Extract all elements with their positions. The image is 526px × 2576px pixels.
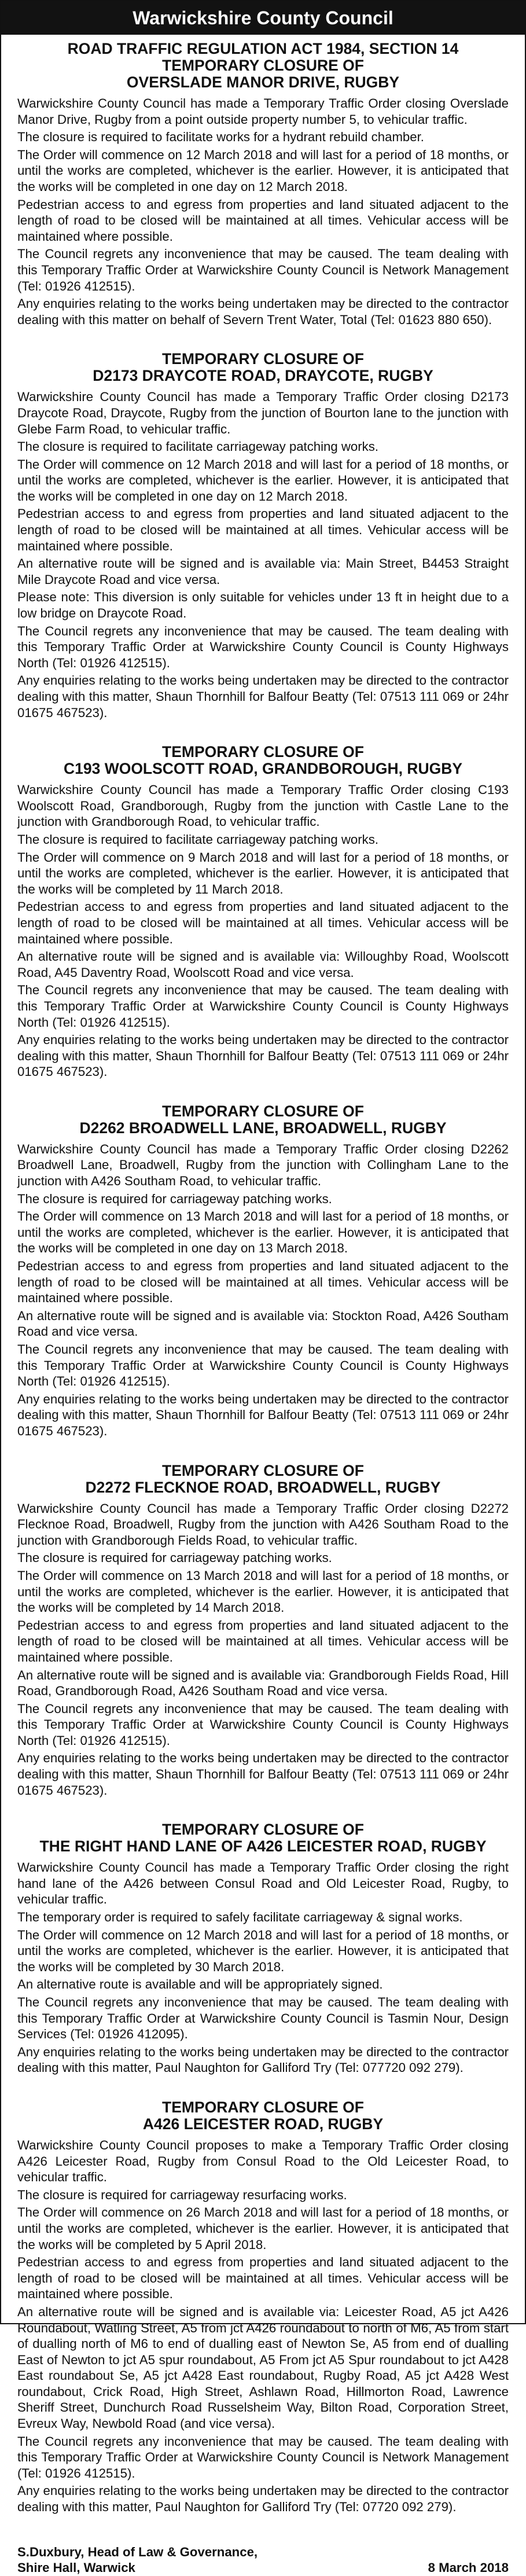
- council-banner: [1, 1, 525, 35]
- notice-section: [17, 351, 509, 721]
- notice-heading: [17, 2099, 509, 2133]
- notice-paragraph: An alternative route will be signed and is available via: Main Street, B4453 Straight Mile Draycote Road and vice versa.: [17, 556, 509, 587]
- notice-paragraph: The Order will commence on 12 March 2018 and will last for a period of 18 months, or until the works are completed, whichever is the earlier. However, it is anticipated that the works will be completed in one day on 12 March 2018.: [17, 147, 509, 194]
- notice-paragraph: The closure is required to facilitate carriageway patching works.: [17, 832, 379, 847]
- banner-title: Warwickshire County Council: [133, 8, 393, 28]
- notice-heading-line: TEMPORARY CLOSURE OF: [162, 743, 364, 761]
- notice-heading-line: C193 WOOLSCOTT ROAD, GRANDBOROUGH, RUGBY: [63, 760, 463, 778]
- notice-paragraph: An alternative route will be signed and is available via: Stockton Road, A426 Southam Road and vice versa.: [17, 1308, 509, 1339]
- notice-heading-line: TEMPORARY CLOSURE OF: [162, 350, 364, 368]
- notice-paragraph: Any enquiries relating to the works being undertaken may be directed to the contractor dealing with this matter, Shaun Thornhill for Balfour Beatty (Tel: 07513 111 069 or 24hr 01675 467523).: [17, 1751, 509, 1798]
- notice-paragraph: Pedestrian access to and egress from properties and land situated adjacent to the length of road to be closed will be maintained at all times. Vehicular access will be maintained where possible.: [17, 506, 509, 553]
- notice-paragraph: Warwickshire County Council has made a Temporary Traffic Order closing D2173 Draycote Road, Draycote, Rugby from the junction of Bourton lane to the junction with Glebe Farm Road, to vehicular traffic.: [17, 389, 509, 436]
- notice-paragraph: Any enquiries relating to the works being undertaken may be directed to the contractor dealing with this matter on behalf of Severn Trent Water, Total (Tel: 01623 880 650).: [17, 296, 509, 327]
- notice-date: 8 March 2018: [428, 2560, 509, 2575]
- notice-heading-line: TEMPORARY CLOSURE OF: [162, 1102, 364, 1120]
- notice-paragraph: The temporary order is required to safely facilitate carriageway & signal works.: [17, 1910, 463, 1925]
- notice-paragraph: The Council regrets any inconvenience that may be caused. The team dealing with this Temporary Traffic Order at Warwickshire County Council is Tasmin Nour, Design Services (Tel: 01926 412095).: [17, 1995, 509, 2042]
- notice-paragraph: Pedestrian access to and egress from properties and land situated adjacent to the length of road to be closed will be maintained at all times. Vehicular access will be maintained where possible.: [17, 2255, 509, 2302]
- notice-section: [17, 1821, 509, 2076]
- notice-paragraph: The Order will commence on 12 March 2018 and will last for a period of 18 months, or until the works are completed, whichever is the earlier. However, it is anticipated that the works will be completed by 30 March 2018.: [17, 1927, 509, 1974]
- notice-paragraph: The Order will commence on 12 March 2018 and will last for a period of 18 months, or until the works are completed, whichever is the earlier. However, it is anticipated that the works will be completed in one day on 12 March 2018.: [17, 457, 509, 504]
- notice-paragraph: The closure is required for carriageway patching works.: [17, 1191, 332, 1206]
- notice-paragraph: Pedestrian access to and egress from properties and land situated adjacent to the length of road to be closed will be maintained at all times. Vehicular access will be maintained where possible.: [17, 1618, 509, 1664]
- notice-heading-line: TEMPORARY CLOSURE OF: [162, 1821, 364, 1839]
- notice-section: [17, 2099, 509, 2515]
- notice-paragraph: The Council regrets any inconvenience that may be caused. The team dealing with this Temporary Traffic Order at Warwickshire County Council is Network Management (Tel: 01926 412515).: [17, 2434, 509, 2481]
- notice-paragraph: Any enquiries relating to the works being undertaken may be directed to the contractor dealing with this matter, Shaun Thornhill for Balfour Beatty (Tel: 07513 111 069 or 24hr 01675 467523).: [17, 1391, 509, 1438]
- notice-paragraph: Warwickshire County Council has made a Temporary Traffic Order closing D2272 Flecknoe Road, Broadwell, Rugby from the junction with A426 Southam Road to the junction with Grandborough Fields Road, to vehicular traffic.: [17, 1501, 509, 1548]
- notice-heading: [17, 351, 509, 384]
- signatory: S.Duxbury, Head of Law & Governance,: [17, 2544, 258, 2559]
- notice-paragraph: The Order will commence on 13 March 2018 and will last for a period of 18 months, or until the works are completed, whichever is the earlier. However, it is anticipated that the works will be completed in one day on 13 March 2018.: [17, 1209, 509, 1256]
- notice-paragraph: The Council regrets any inconvenience that may be caused. The team dealing with this Temporary Traffic Order at Warwickshire County Council is Network Management (Tel: 01926 412515).: [17, 247, 509, 293]
- notice-heading-line: A426 LEICESTER ROAD, RUGBY: [142, 2115, 384, 2133]
- notice-paragraph: Any enquiries relating to the works being undertaken may be directed to the contractor dealing with this matter, Shaun Thornhill for Balfour Beatty (Tel: 07513 111 069 or 24hr 01675 467523).: [17, 1032, 509, 1079]
- notice-paragraph: The Council regrets any inconvenience that may be caused. The team dealing with this Temporary Traffic Order at Warwickshire County Council is County Highways North (Tel: 01926 412515).: [17, 1701, 509, 1748]
- notices-container: [1, 35, 525, 2515]
- notice-paragraph: The closure is required for carriageway patching works.: [17, 1550, 332, 1566]
- notice-heading-line: TEMPORARY CLOSURE OF: [162, 1461, 364, 1479]
- footer-row: [17, 2560, 509, 2576]
- notice-footer: [1, 2538, 525, 2576]
- notice-paragraph: The closure is required for carriageway resurfacing works.: [17, 2187, 347, 2202]
- notice-paragraph: Warwickshire County Council has made a Temporary Traffic Order closing C193 Woolscott Road, Grandborough, Rugby from the junction with Castle Lane to the junction with Grandborough Road, to vehicular traffic.: [17, 782, 509, 829]
- notice-paragraph: Warwickshire County Council has made a Temporary Traffic Order closing D2262 Broadwell Lane, Broadwell, Rugby from the junction with Collingham Lane to the junction with A426 Southam Road, to vehicular traffic.: [17, 1141, 509, 1189]
- notice-section: [17, 1103, 509, 1439]
- notice-paragraph: Any enquiries relating to the works being undertaken may be directed to the contractor dealing with this matter, Paul Naughton for Galliford Try (Tel: 077720 092 279).: [17, 2044, 509, 2075]
- notice-paragraph: Please note: This diversion is only suitable for vehicles under 13 ft in height due to a low bridge on Draycote Road.: [17, 590, 509, 621]
- notice-paragraph: An alternative route is available and will be appropriately signed.: [17, 1977, 383, 1992]
- notice-section: [17, 744, 509, 1080]
- notice-paragraph: Warwickshire County Council proposes to make a Temporary Traffic Order closing A426 Leicester Road, Rugby from Consul Road to the Old Leicester Road, to vehicular traffic.: [17, 2137, 509, 2185]
- notice-paragraph: Pedestrian access to and egress from properties and land situated adjacent to the length of road to be closed will be maintained at all times. Vehicular access will be maintained where possible.: [17, 899, 509, 946]
- notice-paragraph: Any enquiries relating to the works being undertaken may be directed to the contractor dealing with this matter, Paul Naughton for Galliford Try (Tel: 07720 092 279).: [17, 2483, 509, 2515]
- address: Shire Hall, Warwick: [17, 2560, 135, 2575]
- notice-heading-line: OVERSLADE MANOR DRIVE, RUGBY: [126, 74, 400, 91]
- notice-heading: [17, 1103, 509, 1137]
- notice-paragraph: The Council regrets any inconvenience that may be caused. The team dealing with this Temporary Traffic Order at Warwickshire County Council is County Highways North (Tel: 01926 412515).: [17, 983, 509, 1030]
- notice-heading: [17, 1821, 509, 1855]
- notice-heading-line: TEMPORARY CLOSURE OF: [162, 2098, 364, 2116]
- notice-paragraph: Warwickshire County Council has made a Temporary Traffic Order closing Overslade Manor Drive, Rugby from a point outside property number 5, to vehicular traffic.: [17, 96, 509, 127]
- notice-paragraph: The Council regrets any inconvenience that may be caused. The team dealing with this Temporary Traffic Order at Warwickshire County Council is County Highways North (Tel: 01926 412515).: [17, 623, 509, 670]
- notice-paragraph: Warwickshire County Council has made a Temporary Traffic Order closing the right hand lane of the A426 between Consul Road and Old Leicester Road, Rugby, to vehicular traffic.: [17, 1860, 509, 1907]
- notice-paragraph: An alternative route will be signed and is available via: Willoughby Road, Woolscott Road, A45 Daventry Road, Woolscott Road and vice versa.: [17, 949, 509, 980]
- notice-paragraph: Pedestrian access to and egress from properties and land situated adjacent to the length of road to be closed will be maintained at all times. Vehicular access will be maintained where possible.: [17, 197, 509, 244]
- notice-paragraph: The Council regrets any inconvenience that may be caused. The team dealing with this Temporary Traffic Order at Warwickshire County Council is County Highways North (Tel: 01926 412515).: [17, 1342, 509, 1389]
- notice-paragraph: An alternative route will be signed and is available via: Grandborough Fields Road, Hill Road, Grandborough Road, A426 Southam Road and vice versa.: [17, 1667, 509, 1699]
- notice-heading: [17, 1462, 509, 1496]
- notice-paragraph: Any enquiries relating to the works being undertaken may be directed to the contractor dealing with this matter, Shaun Thornhill for Balfour Beatty (Tel: 07513 111 069 or 24hr 01675 467523).: [17, 673, 509, 720]
- notice-paragraph: Pedestrian access to and egress from properties and land situated adjacent to the length of road to be closed will be maintained at all times. Vehicular access will be maintained where possible.: [17, 1259, 509, 1306]
- notice-paragraph: The Order will commence on 9 March 2018 and will last for a period of 18 months, or until the works are completed, whichever is the earlier. However, it is anticipated that the works will be completed by 11 March 2018.: [17, 850, 509, 896]
- notice-section: [17, 41, 509, 328]
- notice-heading-line: D2173 DRAYCOTE ROAD, DRAYCOTE, RUGBY: [93, 367, 433, 385]
- notice-paragraph: The Order will commence on 13 March 2018 and will last for a period of 18 months, or until the works are completed, whichever is the earlier. However, it is anticipated that the works will be completed by 14 March 2018.: [17, 1568, 509, 1615]
- notice-paragraph: The Order will commence on 26 March 2018 and will last for a period of 18 months, or until the works are completed, whichever is the earlier. However, it is anticipated that the works will be completed by 5 April 2018.: [17, 2205, 509, 2252]
- notice-heading-line: ROAD TRAFFIC REGULATION ACT 1984, SECTION 14: [67, 40, 459, 57]
- notice-heading-line: D2272 FLECKNOE ROAD, BROADWELL, RUGBY: [85, 1478, 441, 1496]
- notice-paragraph: The closure is required to facilitate carriageway patching works.: [17, 439, 379, 454]
- notice-heading-line: THE RIGHT HAND LANE OF A426 LEICESTER ROAD, RUGBY: [39, 1838, 487, 1855]
- notice-paragraph: An alternative route will be signed and is available via: Leicester Road, A5 jct A426 Roundabout, Watling Street, A5 from jct A426 roundabout to north of M6, A5 from start of dualling north of M6 to end of dualling east of Newton Se, A5 from end of dualling East of Newton to jct A5 spur roundabout, A5 From jct A5 Spur roundabout to jct A428 East roundabout Se, A5 jct A428 East roundabout, Rugby Road, A5 jct A428 West roundabout, Crick Road, High Street, Ashlawn Road, Hillmorton Road, Lawrence Sheriff Street, Dunchurch Road Russelsheim Way, Bilton Road, Corporation Street, Evreux Way, Newbold Road (and vice versa).: [17, 2304, 509, 2431]
- notice-section: [17, 1462, 509, 1799]
- notice-heading-line: TEMPORARY CLOSURE OF: [162, 57, 364, 74]
- notice-heading: [17, 744, 509, 777]
- notice-paragraph: The closure is required to facilitate works for a hydrant rebuild chamber.: [17, 130, 424, 145]
- notice-heading: [17, 41, 509, 91]
- notice-heading-line: D2262 BROADWELL LANE, BROADWELL, RUGBY: [79, 1119, 447, 1137]
